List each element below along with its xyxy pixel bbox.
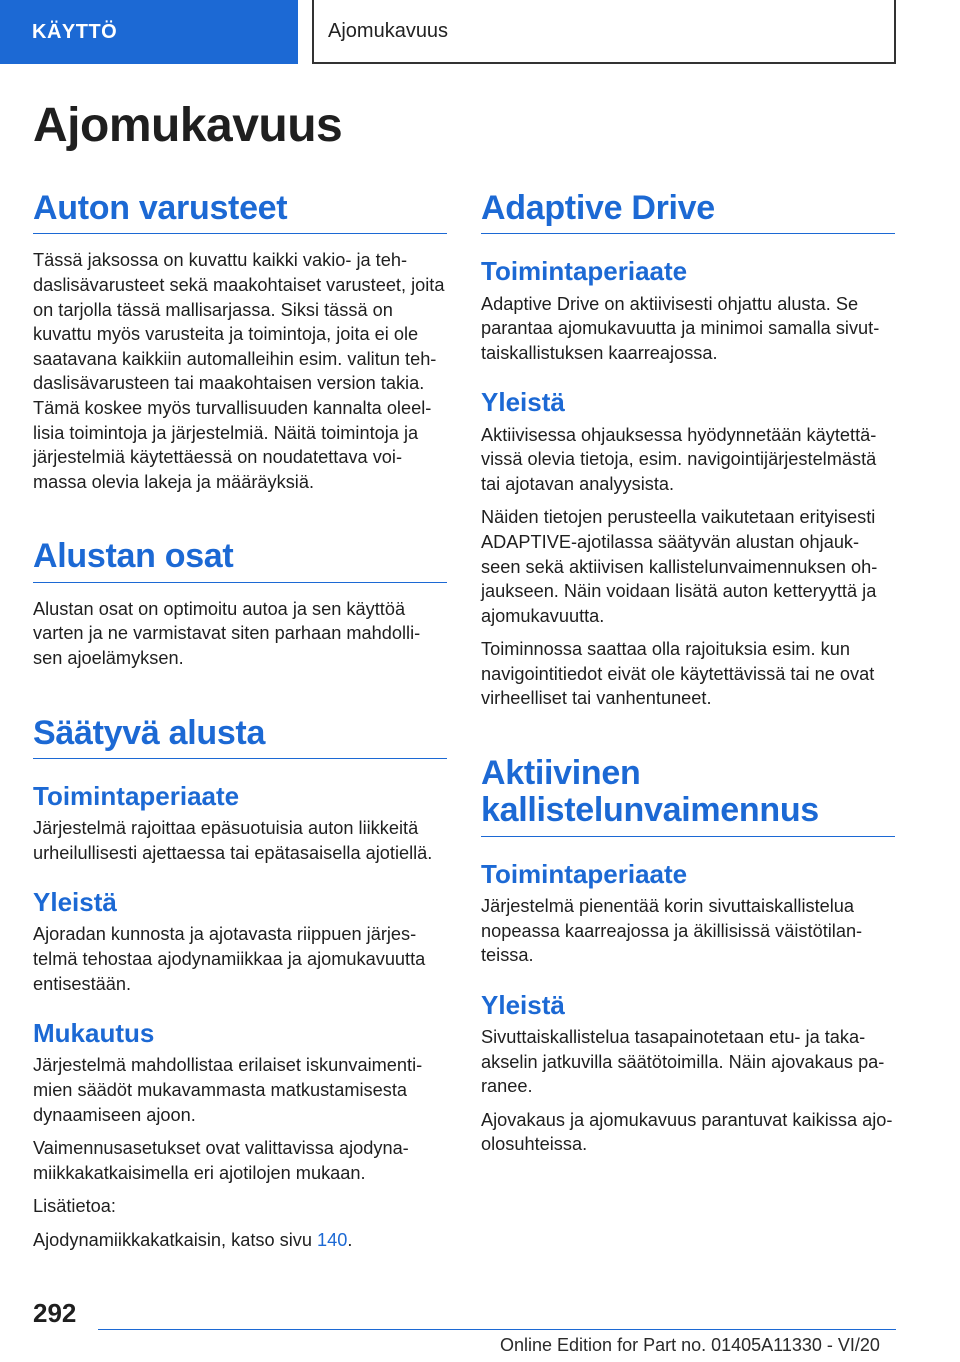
subheading-toimintaperiaate: Toimintaperiaate [481,256,688,287]
footer-edition-text: Online Edition for Part no. 01405A11330 - VI/20 [500,1335,880,1355]
paragraph: Ajovakaus ja ajomukavuus parantuvat kaikissa ajo-olosuhteissa. [481,1109,893,1155]
cross-reference-paragraph [33,1228,447,1253]
paragraph: Järjestelmä mahdollistaa erilaiset iskunvaimenti-mien säädöt mukavammasta matkustamisesta dynaamiseen ajoon. [33,1055,423,1125]
paragraph: Adaptive Drive on aktiivisesti ohjattu alusta. Se parantaa ajomukavuutta ja minimoi samalla sivut-taiskallistuksen kaarreajossa. [481,293,880,363]
right-column [481,190,895,1157]
paragraph: Näiden tietojen perusteella vaikutetaan erityisesti ADAPTIVE-ajotilassa säätyvän alustan ohjauk-seen sekä aktiivisen kallistelunvaimennuksen oh-jaukseen. Näin voidaan lisätä auton ketteryyttä ja ajomukavuutta. [481,507,878,626]
subheading-mukautus: Mukautus [33,1018,155,1049]
page-link-140[interactable]: 140 [317,1229,348,1250]
paragraph: Vaimennusasetukset ovat valittavissa ajodyna-miikkakatkaisimella eri ajotilojen mukaan. [33,1138,409,1183]
heading-alustan-osat: Alustan osat [33,538,447,582]
header-section-label: KÄYTTÖ [32,20,118,43]
cross-reference-end: . [347,1229,353,1250]
paragraph: Sivuttaiskallistelua tasapainotetaan etu- ja taka-akselin jatkuvilla säätötoimilla. Näin ajovakaus pa-ranee. [481,1027,885,1097]
subheading-toimintaperiaate: Toimintaperiaate [481,858,688,889]
heading-saatyva-alusta: Säätyvä alusta [33,715,447,759]
cross-reference-text: Ajodynamiikkakatkaisin, katso sivu [33,1229,318,1250]
paragraph: Tässä jaksossa on kuvattu kaikki vakio- ja teh-daslisävarusteet sekä maakohtaiset varusteet, joita on tarjolla tässä mallisarjassa. Siksi tässä on kuvattu myös varusteita ja toimintoja, joita ei ole saatavana kaikkiin automalleihin esim. valitun teh-daslisävarusteen tai maakohtaisen version takia. Tämä koskee myös turvallisuuden kannalta oleel-lisia toimintoja ja järjestelmiä. Näitä toimintoja ja järjestelmiä käytettäessä on noudatettava voi-massa olevia lakeja ja määräyksiä. [33,250,445,492]
subheading-yleista: Yleistä [481,387,565,418]
header-chapter-box [312,0,896,64]
subheading-toimintaperiaate: Toimintaperiaate [33,780,240,811]
paragraph: Aktiivisessa ohjauksessa hyödynnetään käytettä-vissä olevia tietoja, esim. navigointijärjestelmästä tai ajotavan analyysista. [481,424,877,494]
page-number: 292 [33,1298,77,1328]
heading-auton-varusteet: Auton varusteet [33,190,447,234]
heading-adaptive-drive: Adaptive Drive [481,190,895,234]
footer-divider [98,1329,896,1330]
paragraph: Ajoradan kunnosta ja ajotavasta riippuen järjes-telmä tehostaa ajodynamiikkaa ja ajomukavuutta entisestään. [33,924,426,994]
subheading-yleista: Yleistä [481,989,565,1020]
paragraph: Järjestelmä rajoittaa epäsuotuisia auton liikkeitä urheilullisesti ajettaessa tai epätasaisella ajotiellä. [33,818,433,863]
page-title: Ajomukavuus [33,99,343,152]
header-chapter-label: Ajomukavuus [328,19,449,42]
paragraph: Alustan osat on optimoitu autoa ja sen käyttöä varten ja ne varmistavat siten parhaan mahdolli-sen ajoelämyksen. [33,598,421,668]
paragraph: Järjestelmä pienentää korin sivuttaiskallistelua nopeassa kaarreajossa ja äkillisissä väistötilan-teissa. [481,896,863,966]
heading-aktiivinen-kallistelunvaimennus: Aktiivinen kallistelunvaimennus [481,755,895,837]
paragraph: Lisätietoa: [33,1196,116,1217]
paragraph: Toiminnossa saattaa olla rajoituksia esim. kun navigointitiedot eivät ole käytettävissä tai ne ovat virheelliset tai vanhentuneet. [481,639,875,709]
header-section-tab [0,0,298,64]
subheading-yleista: Yleistä [33,887,117,918]
left-column [33,190,447,1253]
